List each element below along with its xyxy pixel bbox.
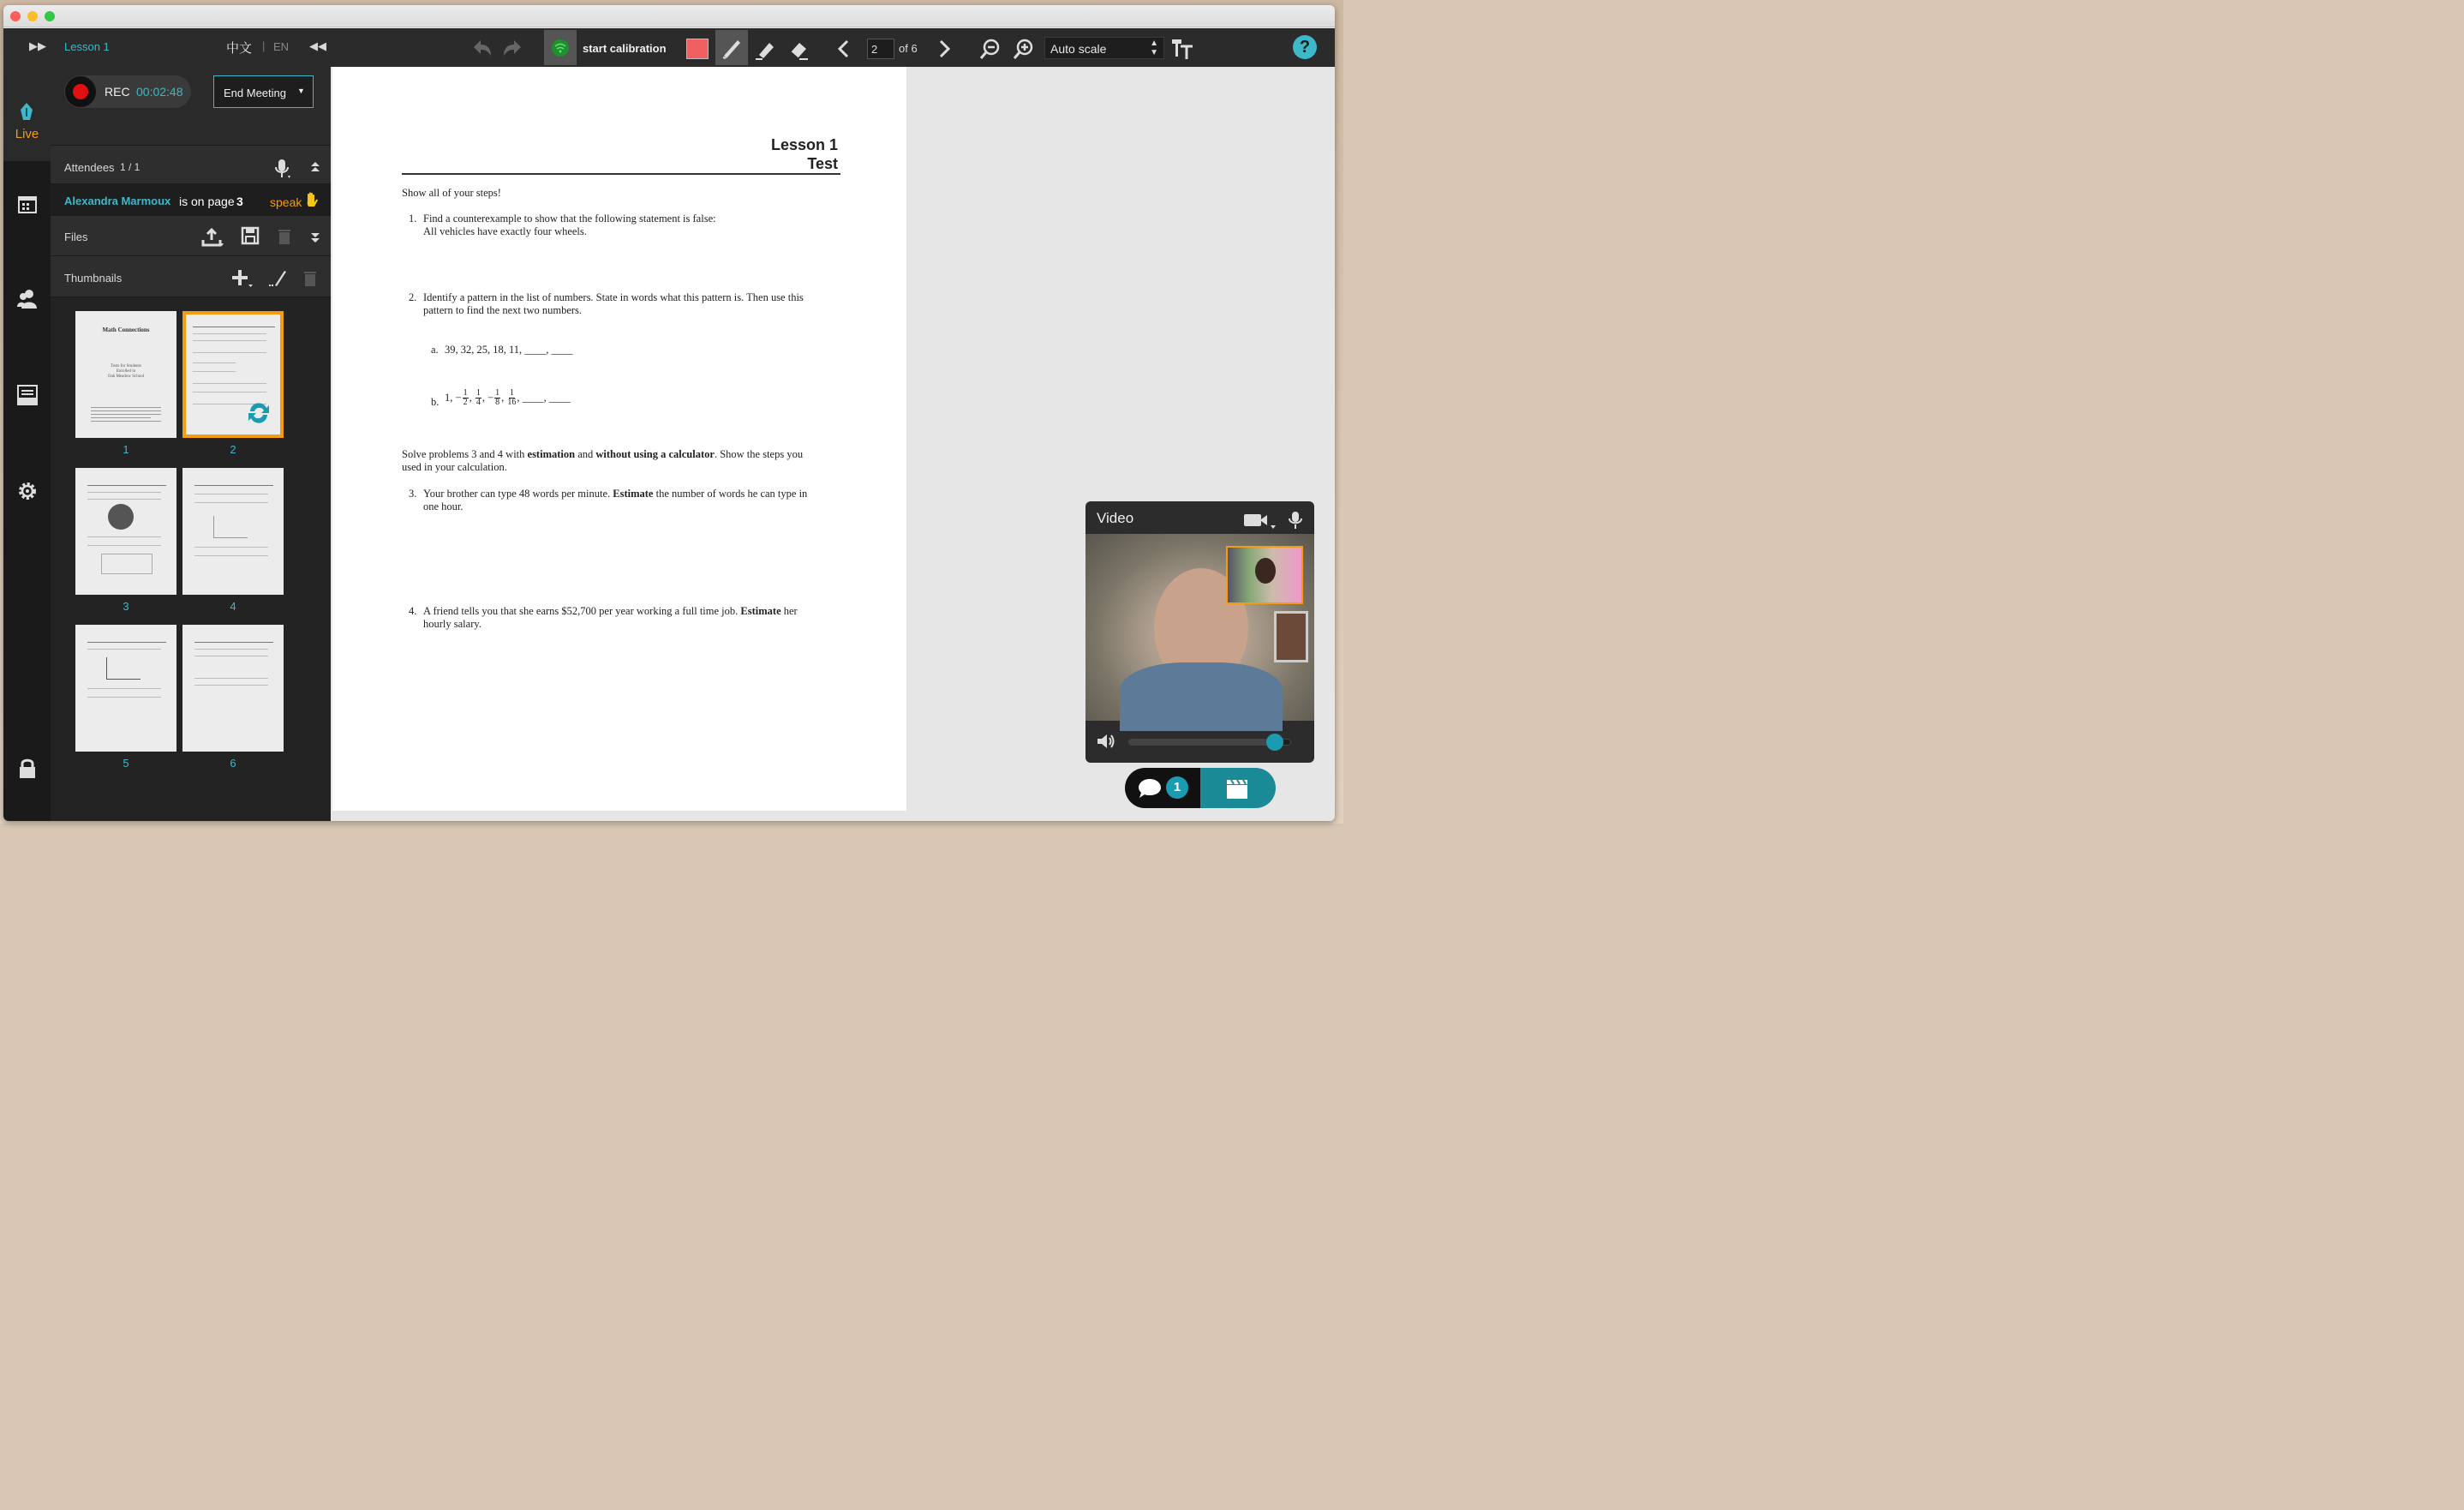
question-1-number: 1. bbox=[409, 213, 417, 225]
question-2a-label: a. bbox=[431, 344, 439, 356]
chat-button[interactable] bbox=[1125, 768, 1200, 808]
title-bar bbox=[3, 5, 1335, 27]
next-page-icon[interactable] bbox=[936, 39, 952, 59]
language-en[interactable]: EN bbox=[273, 40, 290, 53]
self-view-video[interactable] bbox=[1226, 546, 1303, 604]
wall-picture bbox=[1274, 611, 1308, 662]
question-2b-label: b. bbox=[431, 396, 440, 408]
document-page[interactable] bbox=[332, 67, 906, 811]
chat-unread-badge: 1 bbox=[1166, 776, 1188, 799]
collapse-panel-icon[interactable]: ◀◀ bbox=[309, 39, 326, 52]
clapperboard-icon bbox=[1224, 776, 1250, 800]
camera-icon[interactable] bbox=[1243, 512, 1279, 530]
help-button[interactable]: ? bbox=[1293, 35, 1317, 59]
pen-tool-button[interactable] bbox=[715, 30, 748, 65]
thumbnail-number: 5 bbox=[123, 757, 129, 770]
zoom-select[interactable] bbox=[1044, 37, 1164, 59]
recording-section bbox=[51, 67, 331, 146]
thumbnail-title: Math Connections bbox=[102, 327, 150, 333]
files-label: Files bbox=[64, 231, 88, 243]
side-panel bbox=[51, 67, 331, 821]
inbox-icon[interactable] bbox=[16, 384, 39, 406]
users-icon[interactable] bbox=[16, 288, 39, 310]
zoom-select-value: Auto scale bbox=[1050, 42, 1107, 56]
text-tool-icon[interactable] bbox=[1170, 37, 1194, 61]
video-panel bbox=[1085, 501, 1314, 763]
eraser-icon[interactable] bbox=[787, 38, 811, 60]
attendee-status: is on page bbox=[179, 195, 235, 208]
question-3-number: 3. bbox=[409, 488, 417, 500]
pie-chart-graphic bbox=[108, 504, 134, 530]
rec-timer: 00:02:48 bbox=[136, 85, 183, 99]
attendees-count: 1 / 1 bbox=[120, 161, 141, 173]
question-4-text: A friend tells you that she earns $52,700 per year working a full time job. Estimate her hourly salary. bbox=[423, 605, 798, 630]
language-zh[interactable]: 中文 bbox=[226, 41, 253, 56]
recording-pill[interactable] bbox=[64, 75, 191, 108]
volume-slider-knob[interactable] bbox=[1266, 734, 1283, 751]
dropdown-caret-icon: ▼ bbox=[297, 87, 305, 95]
save-icon[interactable] bbox=[241, 226, 260, 245]
attendee-row[interactable] bbox=[51, 184, 331, 216]
undo-icon[interactable] bbox=[469, 37, 493, 59]
gear-icon[interactable] bbox=[16, 480, 39, 502]
close-window-button[interactable] bbox=[10, 11, 21, 21]
thumbnail-number: 1 bbox=[123, 443, 129, 456]
attendee-name: Alexandra Marmoux bbox=[64, 195, 171, 207]
delete-page-icon[interactable] bbox=[302, 269, 318, 288]
upload-icon[interactable] bbox=[201, 226, 225, 247]
collapse-attendees-icon[interactable] bbox=[309, 159, 321, 175]
thumbnail-page-1[interactable] bbox=[75, 311, 176, 438]
minimize-window-button[interactable] bbox=[27, 11, 38, 21]
question-2a-sequence: 39, 32, 25, 18, 11, ____, ____ bbox=[445, 344, 573, 356]
volume-slider-fill bbox=[1129, 740, 1275, 745]
thumbnail-number: 4 bbox=[230, 600, 236, 613]
document-title: Lesson 1 Test bbox=[770, 136, 838, 172]
lock-icon[interactable] bbox=[17, 758, 38, 780]
sync-icon bbox=[246, 400, 272, 426]
language-separator: | bbox=[262, 39, 266, 52]
video-title: Video bbox=[1097, 510, 1134, 526]
attendees-header bbox=[51, 146, 331, 184]
media-button[interactable] bbox=[1200, 768, 1276, 808]
raised-hand-icon bbox=[304, 191, 320, 208]
thumbnails-header bbox=[51, 256, 331, 297]
redo-icon[interactable] bbox=[502, 37, 526, 59]
thumbnail-page-5[interactable] bbox=[75, 625, 176, 752]
previous-page-icon[interactable] bbox=[836, 39, 852, 59]
add-page-icon[interactable] bbox=[231, 268, 254, 289]
rec-label: REC bbox=[105, 85, 130, 99]
end-meeting-label: End Meeting bbox=[224, 87, 286, 99]
thumbnail-page-2[interactable] bbox=[182, 311, 284, 438]
zoom-window-button[interactable] bbox=[45, 11, 55, 21]
page-total: of 6 bbox=[899, 42, 918, 55]
speaker-volume-icon[interactable] bbox=[1096, 732, 1116, 751]
thumbnail-page-4[interactable] bbox=[182, 468, 284, 595]
zoom-in-icon[interactable] bbox=[1012, 38, 1036, 62]
attendees-label: Attendees bbox=[64, 161, 115, 174]
app-window bbox=[3, 5, 1335, 821]
record-button[interactable] bbox=[65, 76, 96, 107]
thumbnail-subtitle: Tests for Students Enrolled in Oak Meadow School bbox=[107, 364, 145, 379]
nav-item-live[interactable] bbox=[3, 67, 51, 161]
calibration-button-bg[interactable] bbox=[544, 30, 577, 65]
volume-slider[interactable] bbox=[1128, 739, 1291, 746]
question-2-number: 2. bbox=[409, 291, 417, 303]
participant-shirt bbox=[1120, 662, 1283, 731]
top-toolbar bbox=[3, 28, 1335, 67]
left-navigation bbox=[3, 67, 51, 821]
title-rule bbox=[402, 173, 840, 175]
highlighter-icon[interactable] bbox=[754, 38, 778, 60]
end-meeting-button[interactable] bbox=[213, 75, 314, 108]
calendar-icon[interactable] bbox=[17, 194, 38, 214]
attendee-page: 3 bbox=[236, 195, 243, 208]
chat-bubble-icon bbox=[1137, 777, 1163, 800]
bar-chart-graphic bbox=[213, 516, 248, 538]
thumbnail-page-3[interactable] bbox=[75, 468, 176, 595]
question-2-text: Identify a pattern in the list of numbers. State in words what this pattern is. Then use this pattern to find the next two numbers. bbox=[423, 291, 804, 316]
pen-color-swatch[interactable] bbox=[686, 39, 709, 59]
question-1-text: Find a counterexample to show that the following statement is false: All vehicles have exactly four wheels. bbox=[423, 213, 716, 237]
question-3-text: Your brother can type 48 words per minute. Estimate the number of words he can type in one hour. bbox=[423, 488, 808, 512]
video-microphone-icon[interactable] bbox=[1286, 510, 1305, 530]
files-header bbox=[51, 216, 331, 256]
bottom-actions bbox=[1125, 768, 1276, 808]
thumbnail-number: 2 bbox=[230, 443, 236, 456]
page-number-input[interactable] bbox=[867, 39, 894, 59]
expand-files-icon[interactable] bbox=[309, 230, 321, 245]
edit-page-icon[interactable] bbox=[268, 268, 289, 289]
fountain-pen-icon bbox=[17, 101, 36, 123]
expand-sidebar-icon[interactable]: ▶▶ bbox=[29, 39, 46, 52]
record-dot-icon bbox=[73, 84, 88, 99]
table-graphic bbox=[101, 554, 153, 574]
wifi-signal-icon bbox=[551, 39, 570, 57]
speak-button[interactable]: speak bbox=[270, 195, 302, 209]
histogram-graphic bbox=[106, 657, 141, 680]
question-2b-sequence: 1, − $\frac{1}{2}$ , 1 4 , − $\frac{1}{8}$ , 1 16 , ____, ____ bbox=[445, 388, 571, 407]
thumbnail-number: 6 bbox=[230, 757, 236, 770]
instructions-text: Solve problems 3 and 4 with estimation and without using a calculator. Show the steps you used in your calculation. bbox=[402, 448, 804, 473]
start-calibration-button[interactable]: start calibration bbox=[583, 42, 667, 55]
thumbnail-number: 3 bbox=[123, 600, 129, 613]
zoom-out-icon[interactable] bbox=[978, 38, 1002, 62]
nav-live-label: Live bbox=[15, 127, 39, 141]
pen-icon bbox=[721, 37, 743, 59]
thumbnails-label: Thumbnails bbox=[64, 272, 123, 285]
select-arrows-icon: ▲ ▼ bbox=[1150, 39, 1158, 57]
microphone-icon[interactable] bbox=[272, 158, 292, 180]
question-4-number: 4. bbox=[409, 605, 417, 617]
self-view-person bbox=[1255, 558, 1276, 584]
lesson-name[interactable]: Lesson 1 bbox=[64, 40, 110, 53]
intro-text: Show all of your steps! bbox=[402, 187, 501, 199]
trash-icon[interactable] bbox=[277, 227, 292, 246]
thumbnail-page-6[interactable] bbox=[182, 625, 284, 752]
thumbnail-grid bbox=[51, 297, 331, 821]
